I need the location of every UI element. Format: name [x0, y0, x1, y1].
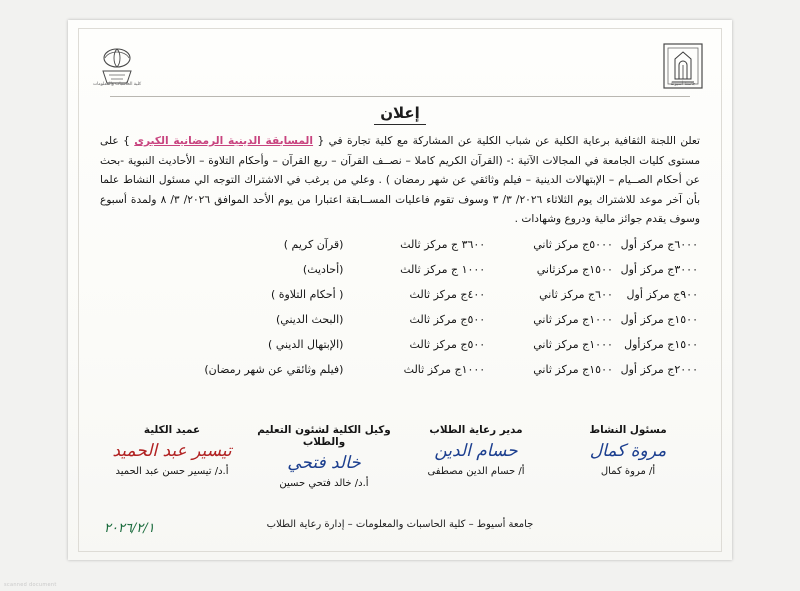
- signature-name: أ.د/ خالد فتحي حسين: [279, 478, 369, 489]
- signature-role: مسئول النشاط: [589, 424, 667, 436]
- header-divider: [110, 96, 690, 97]
- prize-third-place: ٤٠٠ج مركز ثالث: [409, 288, 486, 301]
- body-line-2: المجالات الآتية :- (القرآن الكريم كاملا – نصــف القرآن – ربع القرآن – وأحكام التلاوة – الأحاديث النبوية -بحث عن أحكام الصــيام –: [100, 154, 700, 186]
- signature-dean: [96, 424, 248, 489]
- table-row: [96, 238, 704, 263]
- prize-third-place: ٥٠٠ج مركز ثالث: [409, 313, 486, 326]
- table-row: [96, 313, 704, 338]
- prize-category: (البحث الديني): [276, 313, 344, 326]
- prize-third-place: ١٠٠٠ج مركز ثالث: [403, 363, 486, 376]
- prize-second-place: ١٠٠٠ج مركز ثاني: [533, 313, 613, 326]
- prize-third-place: ١٠٠٠ ج مركز ثالث: [400, 263, 486, 276]
- body-line-4: يوم الثلاثاء ٢٠٢٦/ ٣/ ٣ وسوف تقوم فاعليات المســابقة اعتبارا من يوم الأحد الموافق ٢٠٢٦/ ٣/ ٨ ولمدة أسبوع وسوف يقدم جوائز مالية: [100, 193, 700, 225]
- prize-first-place: ٣٠٠٠ج مركز أول: [620, 263, 698, 276]
- prize-first-place: ٦٠٠٠ج مركز أول: [620, 238, 698, 251]
- prize-first-place: ١٥٠٠ج مركزأول: [624, 338, 698, 351]
- prize-second-place: ١٠٠٠ج مركز ثاني: [533, 338, 613, 351]
- table-row: [96, 263, 704, 288]
- prize-category: (الإبتهال الديني ): [268, 338, 344, 351]
- body-line-3: الإبتهالات الدينية – فيلم وثائقي عن شهر رمضان ) . وعلي من يرغب في الاشتراك التوجه الي مسئول النشاط علما بأن آخر موعد للاشتراك: [100, 174, 701, 206]
- signature-vice-dean: [248, 424, 400, 489]
- signature-name: أ.د/ تيسير حسن عبد الحميد: [115, 466, 229, 477]
- prize-category: ( أحكام التلاوة ): [270, 288, 344, 301]
- prize-first-place: ٢٠٠٠ج مركز أول: [620, 363, 698, 376]
- body-line-5: ودروع وشهادات .: [514, 213, 591, 225]
- body-line-1b: } على مستوى كليات الجامعة في: [100, 135, 701, 167]
- faculty-logo-caption: كلية الحاسبات والمعلومات: [92, 82, 142, 87]
- signature-name: أ/ حسام الدين مصطفى: [427, 466, 525, 477]
- prize-first-place: ٩٠٠ج مركز أول: [626, 288, 698, 301]
- competition-name-highlight: المسابقة الدينية الرمضانية الكبرى: [134, 135, 314, 147]
- prize-category: (قرآن كريم ): [283, 238, 344, 251]
- scanned-document: [68, 20, 732, 560]
- prize-second-place: ٦٠٠ج مركز ثاني: [539, 288, 613, 301]
- prize-first-place: ١٥٠٠ج مركز أول: [620, 313, 698, 326]
- signature-role: وكيل الكلية لشئون التعليم والطلاب: [257, 424, 391, 448]
- handwritten-date-stamp: ٢٠٢٦/٢/١: [104, 521, 155, 536]
- handwritten-signature: حسام الدين: [434, 441, 518, 461]
- handwritten-signature: مروة كمال: [589, 441, 667, 461]
- prize-category: (أحاديث): [302, 263, 344, 276]
- document-footer: جامعة أسيوط – كلية الحاسبات والمعلومات – إدارة رعاية الطلاب: [266, 519, 534, 530]
- prize-second-place: ٥٠٠٠ج مركز ثاني: [533, 238, 613, 251]
- page-title: إعلان: [380, 104, 420, 122]
- handwritten-signature: تيسير عبد الحميد: [112, 441, 232, 461]
- signature-role: مدير رعاية الطلاب: [429, 424, 523, 436]
- signature-activity-officer: [552, 424, 704, 489]
- prize-third-place: ٥٠٠ج مركز ثالث: [409, 338, 486, 351]
- prize-category: (فيلم وثائقي عن شهر رمضان): [204, 363, 344, 376]
- signature-student-care-director: [400, 424, 552, 489]
- signature-name: أ/ مروة كمال: [600, 466, 656, 477]
- prize-table: [96, 238, 704, 388]
- title-underline: [374, 124, 426, 125]
- signature-block: [96, 424, 704, 489]
- signature-role: عميد الكلية: [143, 424, 201, 436]
- table-row: [96, 338, 704, 363]
- table-row: [96, 288, 704, 313]
- prize-second-place: ١٥٠٠ج مركزثاني: [536, 263, 613, 276]
- prize-second-place: ١٥٠٠ج مركز ثاني: [533, 363, 613, 376]
- body-line-1: تعلن اللجنة الثقافية برعاية الكلية عن شباب الكلية عن المشاركة مع كلية تجارة في {: [317, 135, 700, 147]
- handwritten-signature: خالد فتحي: [287, 453, 361, 473]
- table-row: [96, 363, 704, 388]
- image-watermark: scanned document: [4, 582, 57, 588]
- announcement-body: [100, 132, 700, 230]
- prize-third-place: ٣٦٠٠ ج مركز ثالث: [400, 238, 486, 251]
- university-crest-caption: جامعة أسيوط: [670, 82, 696, 87]
